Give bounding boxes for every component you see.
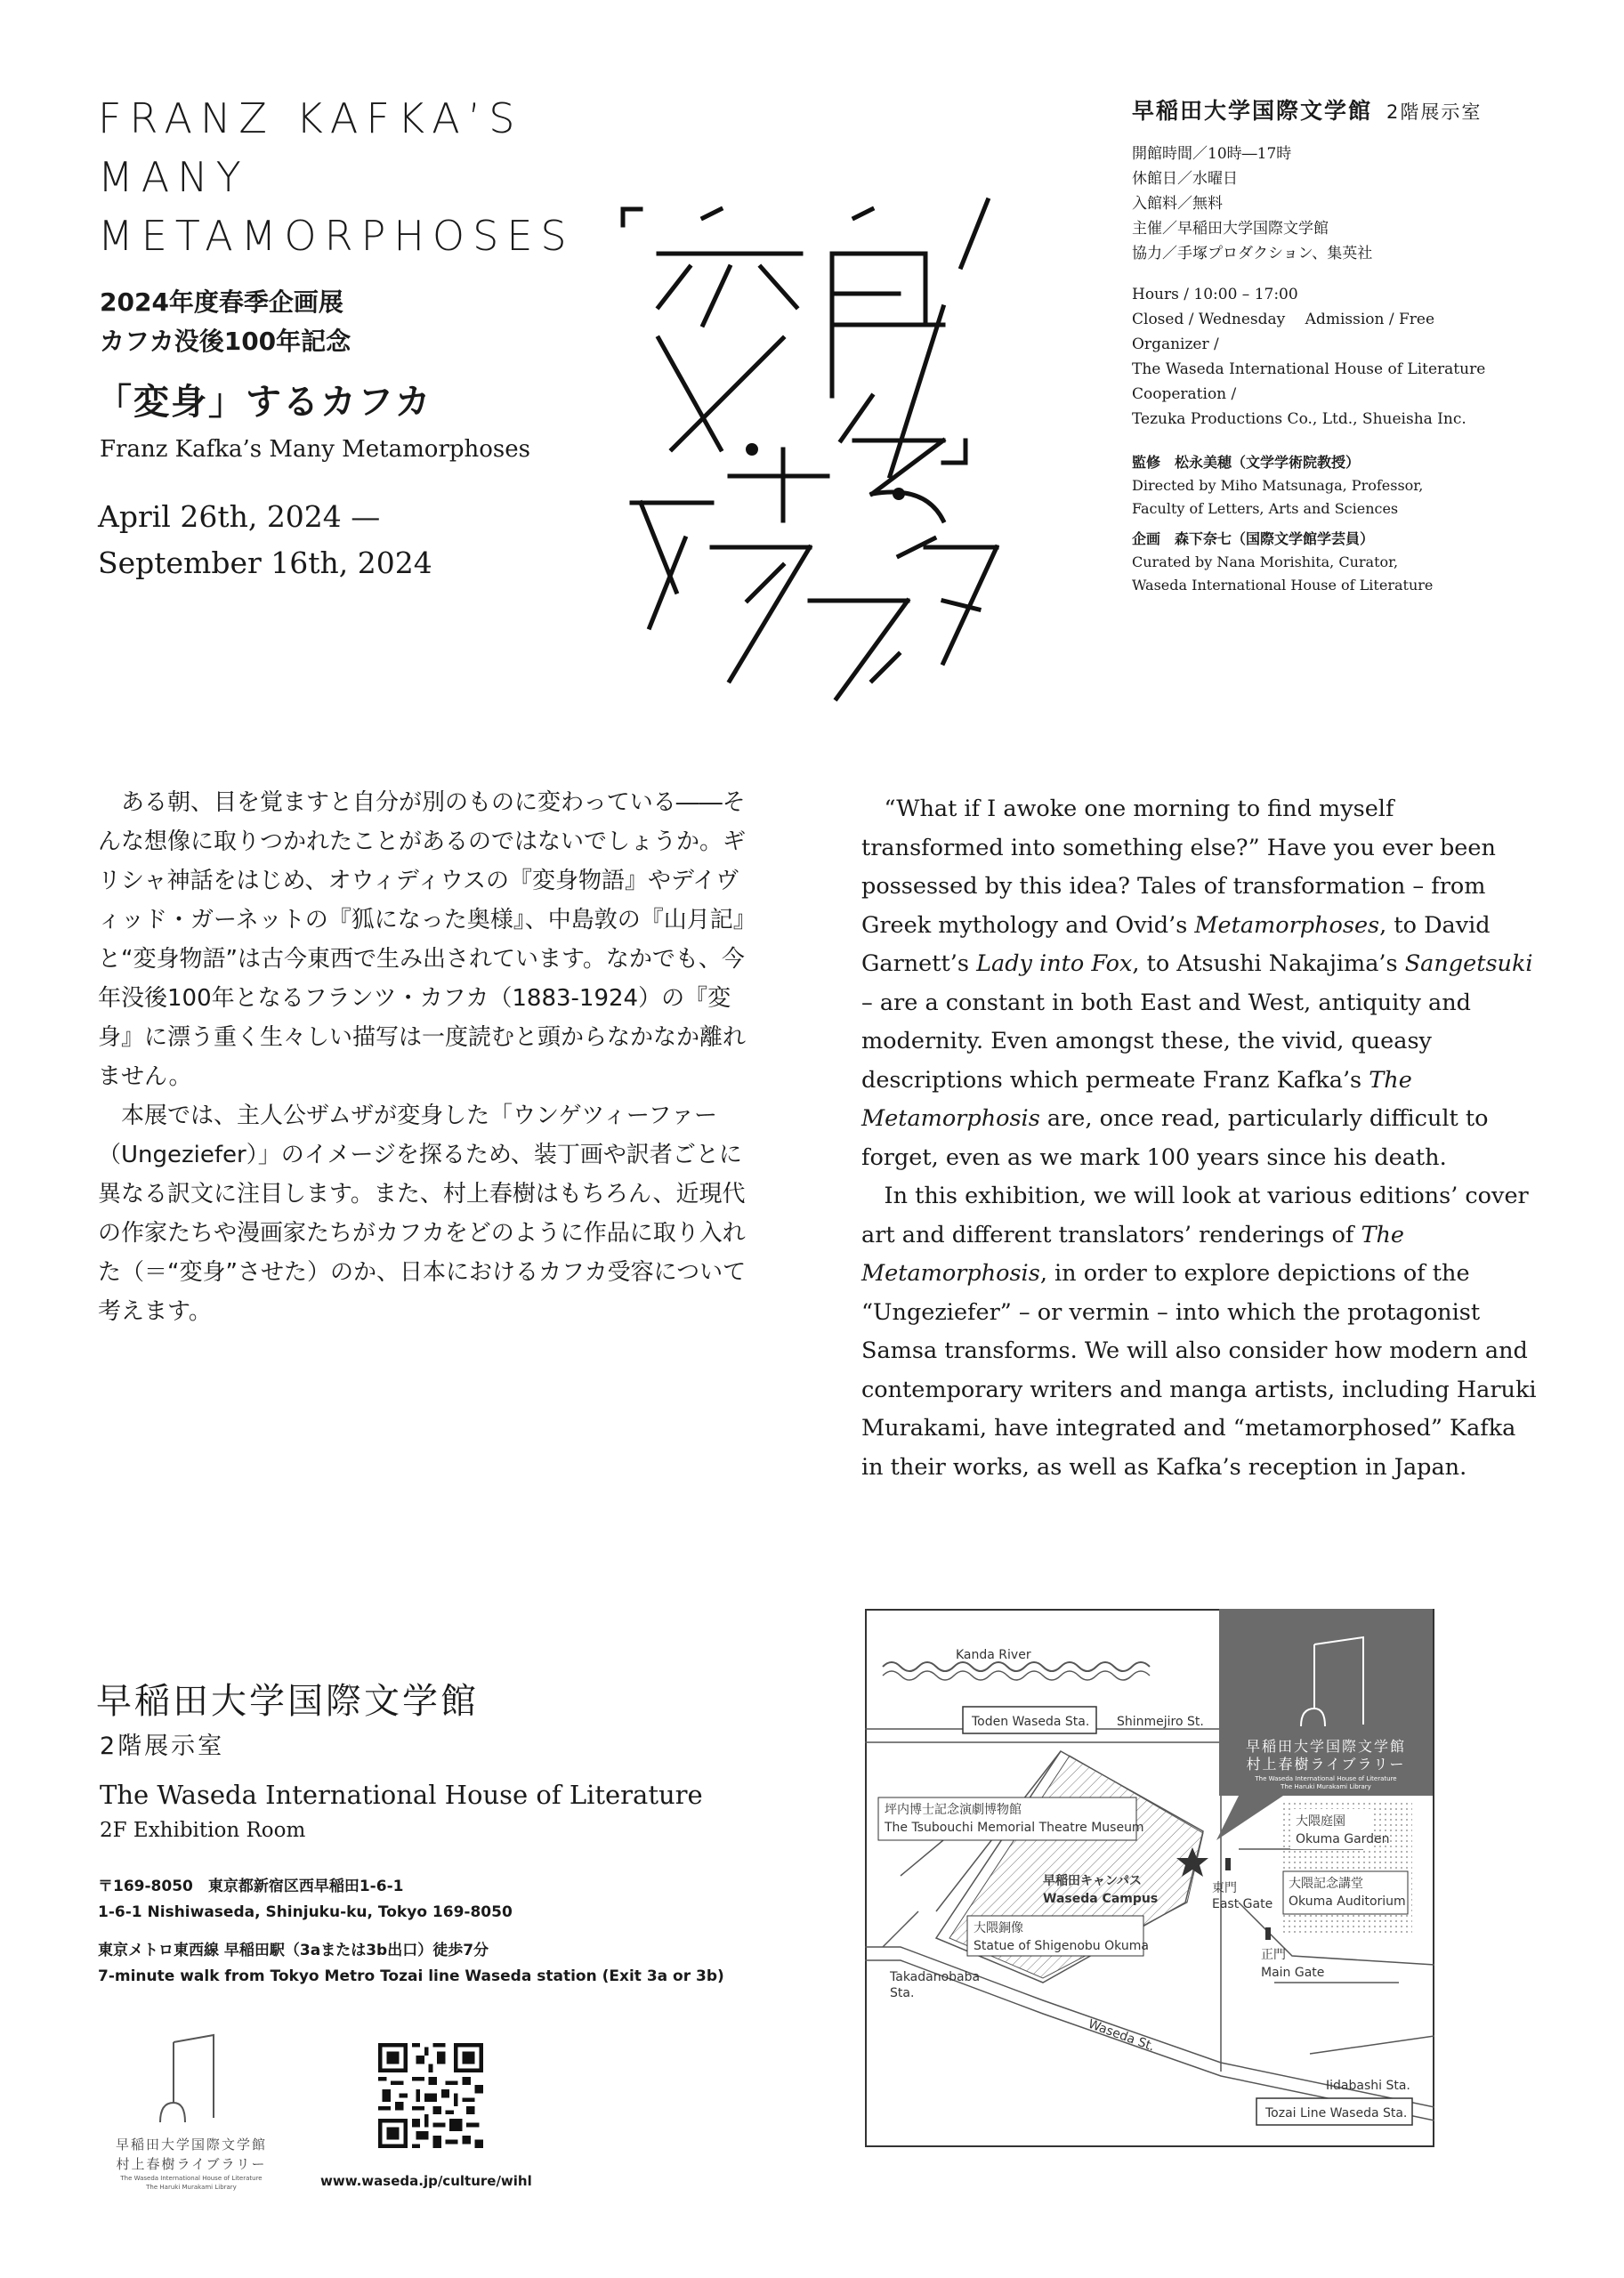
exhibition-dates (98, 494, 432, 586)
map-label-statue-jp: 大隈銅像 (974, 1921, 1023, 1935)
map-callout-jp-2: 村上春樹ライブラリー (1246, 1756, 1406, 1773)
info-jp-line: 開館時間／10時―17時 (1132, 145, 1292, 163)
library-door-icon (142, 2033, 240, 2131)
map-callout-jp-1: 早稲田大学国際文学館 (1245, 1738, 1407, 1755)
henshin-logotype (605, 182, 1023, 707)
map-label-waseda-st: Waseda St. (1086, 2016, 1157, 2055)
info-jp-line: 主催／早稲田大学国際文学館 (1132, 220, 1329, 238)
date-end: September 16th, 2024 (98, 545, 432, 580)
map-label-shinmejiro: Shinmejiro St. (1117, 1715, 1204, 1729)
info-jp-line: 入館料／無料 (1132, 195, 1223, 213)
library-logo (89, 2033, 294, 2192)
map-label-statue-en: Statue of Shigenobu Okuma (974, 1939, 1149, 1953)
info-en-line: Hours / 10:00 – 17:00 (1132, 286, 1298, 303)
supervision-en: Directed by Miho Matsunaga, Professor, (1132, 477, 1424, 494)
map-callout-en-1: The Waseda International House of Literature (1255, 1775, 1397, 1782)
map-label-main-en: Main Gate (1261, 1966, 1325, 1980)
map-label-auditorium-jp: 大隈記念講堂 (1289, 1877, 1363, 1891)
access-map (865, 1609, 1434, 2147)
subtitle-jp (100, 283, 351, 361)
east-gate-icon (1225, 1858, 1231, 1870)
map-label-museum-jp: 坪内博士記念演劇博物館 (885, 1803, 1022, 1817)
info-venue (1132, 93, 1595, 125)
access-jp: 東京メトロ東西線 早稲田駅（3aまたは3b出口）徒歩7分 (98, 1942, 489, 1959)
venue-room-en: 2F Exhibition Room (100, 1819, 306, 1842)
info-en-line: Organizer / (1132, 335, 1219, 353)
logo-jp-2: 村上春樹ライブラリー (116, 2156, 267, 2172)
info-jp-line: 休館日／水曜日 (1132, 170, 1238, 188)
map-label-campus-en: Waseda Campus (1043, 1892, 1159, 1906)
supervision-label: 監修 松永美穂（文学学術院教授） (1132, 454, 1361, 471)
description-en-paragraph: In this exhibition, we will look at various editions’ cover art and different translators’ renderings of The Metamorphosis, in order to explore depictions of the “Ungeziefer” – or vermin – into which the protagonist Samsa transforms. We will also consider how modern and contemporary writers and manga artists, including Haruki Murakami, have integrated and “metamorphosed” Kafka in their works, as well as Kafka’s reception in Japan. (861, 1183, 1537, 1481)
map-label-museum-en: The Tsubouchi Memorial Theatre Museum (885, 1821, 1144, 1835)
description-jp (98, 783, 747, 1331)
date-start: April 26th, 2024 — (98, 499, 381, 534)
venue-name-jp: 早稲田大学国際文学館 (96, 1681, 479, 1722)
map-label-takada-1: Takadanobaba (890, 1970, 981, 1984)
main-gate-icon (1265, 1927, 1271, 1940)
info-en-line: Cooperation / (1132, 385, 1237, 403)
subtitle-jp-line: カフカ没後100年記念 (100, 327, 351, 356)
address-jp: 〒169-8050 東京都新宿区西早稲田1-6-1 (98, 1878, 404, 1895)
info-en-line: Closed / Wednesday Admission / Free (1132, 311, 1435, 328)
map-label-river: Kanda River (956, 1648, 1031, 1662)
supervision (1132, 451, 1595, 521)
title-line: METAMORPHOSES (98, 212, 575, 260)
logo-en-1: The Waseda International House of Literature (120, 2175, 263, 2182)
curation-label: 企画 森下奈七（国際文学館学芸員） (1132, 530, 1375, 547)
info-venue-room: 2階展示室 (1386, 101, 1483, 123)
map-label-east-jp: 東門 (1212, 1881, 1237, 1895)
info-en (1132, 282, 1595, 432)
logo-en-2: The Haruki Murakami Library (146, 2184, 237, 2191)
curation-en: Waseda International House of Literature (1132, 577, 1434, 594)
map-callout-en-2: The Haruki Murakami Library (1281, 1783, 1371, 1790)
map-label-iidabashi: Iidabashi Sta. (1326, 2079, 1410, 2093)
description-jp-paragraph: 本展では、主人公ザムザが変身した「ウンゲツィーファー（Ungeziefer）」のイメージを探るため、装丁画や訳者ごとに異なる訳文に注目します。また、村上春樹はもちろん、近現代の作家たちや漫画家たちがカフカをどのように作品に取り入れた（＝“変身”させた）のか、日本におけるカフカ受容について考えます。 (98, 1103, 747, 1325)
info-venue-name: 早稲田大学国際文学館 (1132, 98, 1373, 124)
qr-code[interactable] (378, 2043, 483, 2148)
curation-en: Curated by Nana Morishita, Curator, (1132, 553, 1399, 570)
info-en-line: The Waseda International House of Literature (1132, 360, 1486, 378)
main-title-en: Franz Kafka’s Many Metamorphoses (100, 436, 530, 463)
info-jp (1132, 141, 1595, 266)
venue-room-jp: 2階展示室 (100, 1733, 225, 1760)
title-line: MANY (98, 153, 249, 201)
curation (1132, 528, 1595, 597)
main-title-jp: 「変身」するカフカ (96, 382, 432, 423)
map-label-tozai: Tozai Line Waseda Sta. (1265, 2106, 1408, 2120)
logo-jp-1: 早稲田大学国際文学館 (115, 2137, 267, 2153)
access-en: 7-minute walk from Tokyo Metro Tozai line Waseda station (Exit 3a or 3b) (98, 1967, 724, 1985)
supervision-en: Faculty of Letters, Arts and Sciences (1132, 500, 1399, 517)
map-label-takada-2: Sta. (890, 1986, 915, 2000)
exhibition-title-en (98, 89, 575, 265)
subtitle-jp-line: 2024年度春季企画展 (100, 287, 343, 317)
map-label-campus-jp: 早稲田キャンパス (1043, 1874, 1143, 1888)
info-en-line: Tezuka Productions Co., Ltd., Shueisha Inc. (1132, 410, 1466, 428)
map-label-east-en: East Gate (1212, 1897, 1273, 1911)
map-label-toden: Toden Waseda Sta. (972, 1715, 1090, 1729)
map-label-main-jp: 正門 (1261, 1948, 1286, 1962)
map-label-garden-en: Okuma Garden (1296, 1832, 1390, 1846)
info-jp-line: 協力／手塚プロダクション、集英社 (1132, 245, 1373, 263)
description-jp-paragraph: ある朝、目を覚ますと自分が別のものに変わっている――そんな想像に取りつかれたことがあるのではないでしょうか。ギリシャ神話をはじめ、オウィディウスの『変身物語』やデイヴィッド・ガーネットの『狐になった奥様』、中島敦の『山月記』と“変身物語”は古今東西で生み出されています。なかでも、今年没後100年となるフランツ・カフカ（1883-1924）の『変身』に漂う重く生々しい描写は一度読むと頭からなかなか離れません。 (98, 789, 747, 1090)
exhibition-info (1132, 93, 1595, 597)
map-label-garden-jp: 大隈庭園 (1296, 1814, 1345, 1829)
title-line: FRANZ KAFKA’S (98, 94, 523, 142)
venue-address (98, 1874, 724, 1990)
address-en: 1-6-1 Nishiwaseda, Shinjuku-ku, Tokyo 169-8050 (98, 1903, 513, 1921)
website-url[interactable]: www.waseda.jp/culture/wihl (320, 2173, 532, 2189)
description-en (861, 790, 1538, 1487)
map-label-auditorium-en: Okuma Auditorium (1289, 1894, 1406, 1909)
venue-name-en: The Waseda International House of Literature (100, 1780, 703, 1810)
description-en-paragraph: “What if I awoke one morning to find myself transformed into something else?” Have you ever been possessed by this idea? Tales of transformation – from Greek mythology and Ovid’s Metamorphoses, to David Garnett’s Lady into Fox, to Atsushi Nakajima’s Sangetsuki – are a constant in both East and West, antiquity and modernity. Even amongst these, the vivid, queasy descriptions which permeate Franz Kafka’s The Metamorphosis are, once read, particularly difficult to forget, even as we mark 100 years since his death. (861, 796, 1533, 1171)
